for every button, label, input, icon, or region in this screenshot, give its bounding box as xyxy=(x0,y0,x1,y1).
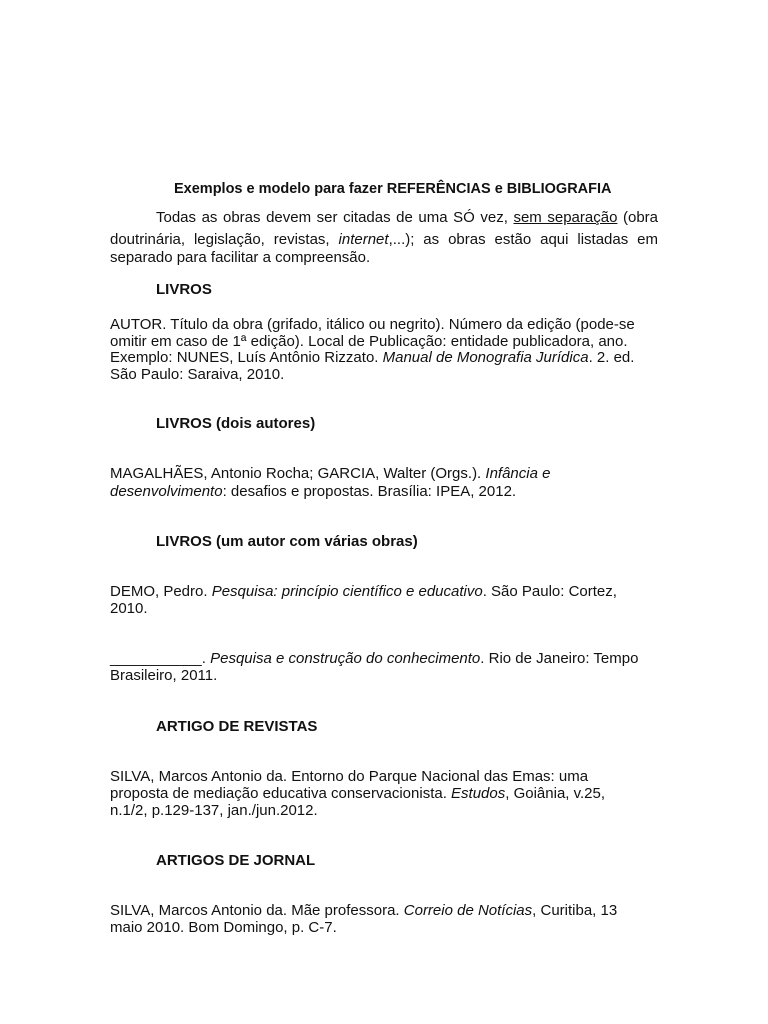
livros-line-3a: Exemplo: NUNES, Luís Antônio Rizzato. xyxy=(110,349,383,366)
revistas-line-2b: , Goiânia, v.25, xyxy=(505,785,606,802)
livros-line-3b: . 2. ed. xyxy=(588,349,635,366)
intro-text-1b: (obra xyxy=(617,209,659,226)
jornal-line-1a: SILVA, Marcos Antonio da. Mãe professora. xyxy=(110,902,404,919)
intro-text-2a: doutrinária, legislação, revistas, xyxy=(110,231,339,248)
varias-obras-ref-1a: DEMO, Pedro. xyxy=(110,583,212,600)
varias-obras-ref-2-line-1 xyxy=(110,650,638,668)
varias-obras-ref-2-line-2: Brasileiro, 2011. xyxy=(110,667,218,684)
varias-obras-ref-1-line-2: 2010. xyxy=(110,600,148,617)
revistas-line-2-italic: Estudos xyxy=(451,785,506,802)
varias-obras-ref-1b: . São Paulo: Cortez, xyxy=(482,583,617,600)
varias-obras-ref-1-italic: Pesquisa: princípio científico e educativo xyxy=(211,583,483,600)
intro-text-1a: Todas as obras devem ser citadas de uma SÓ vez, xyxy=(156,209,514,226)
varias-obras-ref-2b: . Rio de Janeiro: Tempo xyxy=(480,650,639,667)
dois-autores-line-1-italic: Infância e xyxy=(485,465,551,482)
revistas-line-2 xyxy=(110,785,605,803)
heading-varias-obras: LIVROS (um autor com várias obras) xyxy=(156,533,418,550)
dois-autores-line-2-italic: desenvolvimento xyxy=(110,483,223,500)
varias-obras-ref-2a: ___________. xyxy=(110,650,211,667)
intro-underline: sem separação xyxy=(513,209,618,226)
varias-obras-ref-1-line-1 xyxy=(110,583,617,601)
livros-line-3 xyxy=(110,349,634,367)
dois-autores-line-1 xyxy=(110,465,550,483)
heading-livros: LIVROS xyxy=(156,281,212,298)
revistas-line-2a: proposta de mediação educativa conservacionista. xyxy=(110,785,452,802)
intro-line-3: separado para facilitar a compreensão. xyxy=(110,249,371,266)
livros-line-1: AUTOR. Título da obra (grifado, itálico ou negrito). Número da edição (pode-se xyxy=(110,316,635,333)
dois-autores-line-2b: : desafios e propostas. Brasília: IPEA, 2012. xyxy=(222,483,517,500)
intro-italic: internet xyxy=(338,231,389,248)
intro-line-2 xyxy=(110,230,658,250)
revistas-line-3: n.1/2, p.129-137, jan./jun.2012. xyxy=(110,802,318,819)
heading-dois-autores: LIVROS (dois autores) xyxy=(156,415,316,432)
heading-revistas: ARTIGO DE REVISTAS xyxy=(156,718,318,735)
heading-jornal: ARTIGOS DE JORNAL xyxy=(156,852,316,869)
jornal-line-2: maio 2010. Bom Domingo, p. C-7. xyxy=(110,919,337,936)
livros-line-2: omitir em caso de 1ª edição). Local de Publicação: entidade publicadora, ano. xyxy=(110,333,628,350)
dois-autores-line-2 xyxy=(110,483,516,501)
intro-line-1 xyxy=(110,208,658,228)
dois-autores-line-1a: MAGALHÃES, Antonio Rocha; GARCIA, Walter (Orgs.). xyxy=(110,465,486,482)
jornal-line-1 xyxy=(110,902,617,920)
jornal-line-1-italic: Correio de Notícias xyxy=(403,902,533,919)
varias-obras-ref-2-italic: Pesquisa e construção do conhecimento xyxy=(210,650,481,667)
revistas-line-1: SILVA, Marcos Antonio da. Entorno do Parque Nacional das Emas: uma xyxy=(110,768,589,785)
intro-text-2b: ,...); as obras estão aqui listadas em xyxy=(388,231,658,248)
jornal-line-1b: , Curitiba, 13 xyxy=(532,902,618,919)
document-title: Exemplos e modelo para fazer REFERÊNCIAS e BIBLIOGRAFIA xyxy=(174,181,612,197)
livros-line-3-italic: Manual de Monografia Jurídica xyxy=(382,349,589,366)
livros-line-4: São Paulo: Saraiva, 2010. xyxy=(110,366,285,383)
